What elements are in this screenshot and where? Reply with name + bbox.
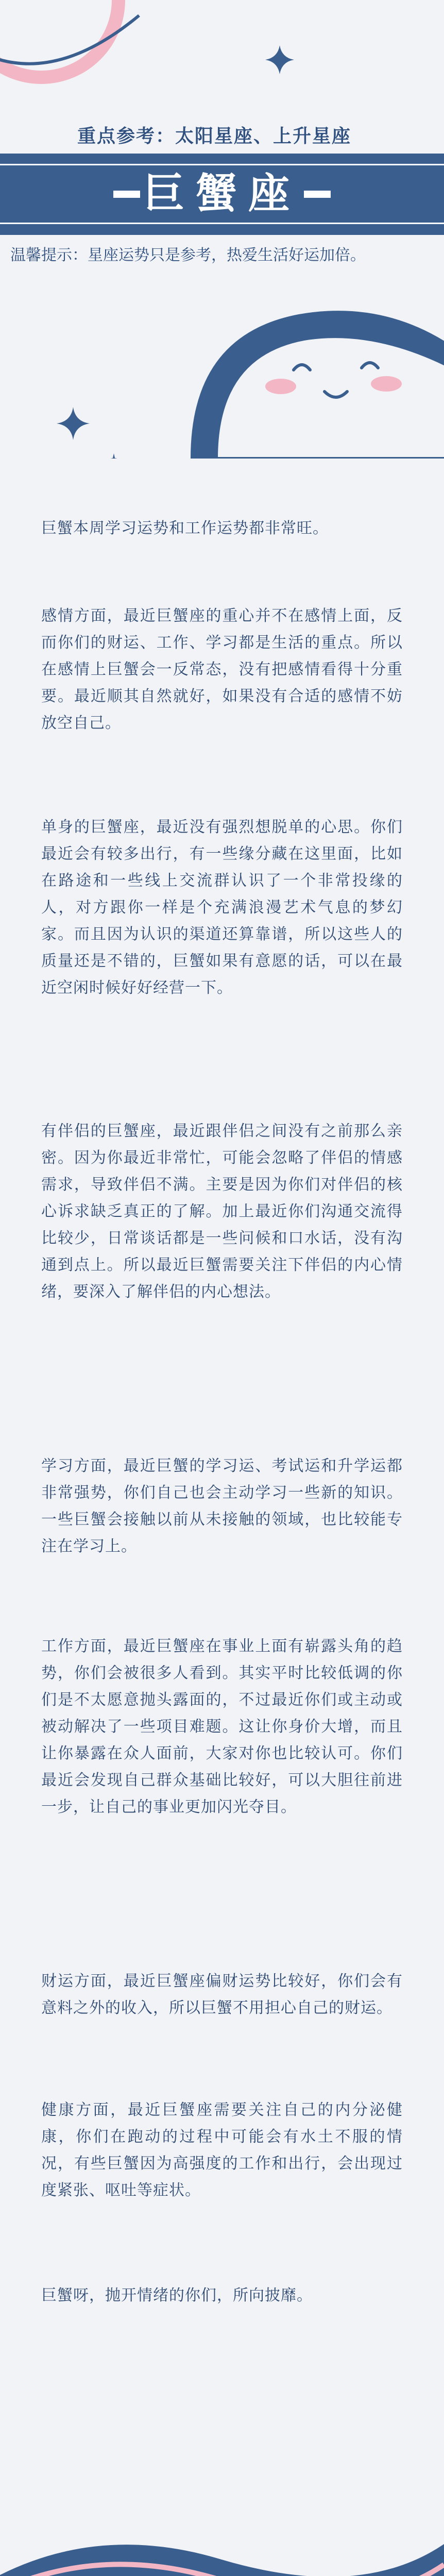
- wealth-paragraph: 财运方面，最近巨蟹座偏财运势比较好，你们会有意料之外的收入，所以巨蟹不用担心自己的财运。: [41, 1972, 403, 2017]
- title-band: [0, 154, 444, 235]
- tip-text: 温馨提示：星座运势只是参考，热爱生活好运加倍。: [10, 246, 366, 264]
- summary-paragraph: 巨蟹本周学习运势和工作运势都非常旺。: [41, 519, 329, 537]
- title-rule-top: [0, 164, 444, 165]
- health-paragraph: 健康方面，最近巨蟹座需要关注自己的内分泌健康，你们在跑动的过程中可能会有水土不服的情况，有些巨蟹因为高强度的工作和出行，会出现过度紧张、呕吐等症状。: [41, 2101, 403, 2199]
- small-star-icon: [108, 453, 119, 459]
- single-paragraph: 单身的巨蟹座，最近没有强烈想脱单的心思。你们最近会有较多出行，有一些缘分藏在这里面，比如在路途和一些线上交流群认识了一个非常投缘的人，对方跟你一样是个充满浪漫艺术气息的梦幻家。而且因为认识的渠道还算靠谱，所以这些人的质量还是不错的，巨蟹如果有意愿的话，可以在最近空闲时候好好经营一下。: [41, 818, 403, 997]
- title-dash-right: [304, 191, 331, 198]
- footer-wave: [0, 2514, 444, 2576]
- reference-subtitle: 重点参考：太阳星座、上升星座: [77, 126, 352, 147]
- work-paragraph: 工作方面，最近巨蟹座在事业上面有崭露头角的趋势，你们会被很多人看到。其实平时比较低调的你们是不太愿意抛头露面的，不过最近你们或主动或被动解决了一些项目难题。这让你身价大增，而且让你暴露在众人面前，大家对你也比较认可。你们最近会发现自己群众基础比较好，可以大胆往前进一步，让自己的事业更加闪光夺目。: [41, 1637, 403, 1816]
- sparkle-star-icon: [57, 407, 90, 440]
- footer: [0, 2514, 444, 2576]
- sparkle-star-icon: [265, 45, 294, 74]
- horoscope-content: [0, 459, 444, 2514]
- love-paragraph: 感情方面，最近巨蟹座的重心并不在感情上面，反而你们的财运、工作、学习都是生活的重点。所以在感情上巨蟹会一反常态，没有把感情看得十分重要。最近顺其自然就好，如果没有合适的感情不妨放空自己。: [41, 607, 403, 732]
- page-title: 巨蟹座: [143, 170, 301, 217]
- smiling-cloud-icon: [170, 273, 444, 459]
- study-paragraph: 学习方面，最近巨蟹的学习运、考试运和升学运都非常强势，你们自己也会主动学习一些新的知识。一些巨蟹会接触以前从未接触的领域，也比较能专注在学习上。: [41, 1457, 403, 1555]
- header: [0, 0, 444, 459]
- closing-paragraph: 巨蟹呀，抛开情绪的你们，所向披靡。: [41, 2286, 313, 2304]
- partner-paragraph: 有伴侣的巨蟹座，最近跟伴侣之间没有之前那么亲密。因为你最近非常忙，可能会忽略了伴侣的情感需求，导致伴侣不满。主要是因为你们对伴侣的核心诉求缺乏真正的了解。加上最近你们沟通交流得比较少，日常谈话都是一些问候和口水话，没有沟通到点上。所以最近巨蟹需要关注下伴侣的内心情绪，要深入了解伴侣的内心想法。: [41, 1122, 403, 1301]
- title-rule-bottom: [0, 223, 444, 224]
- planet-ring-icon: [0, 0, 144, 88]
